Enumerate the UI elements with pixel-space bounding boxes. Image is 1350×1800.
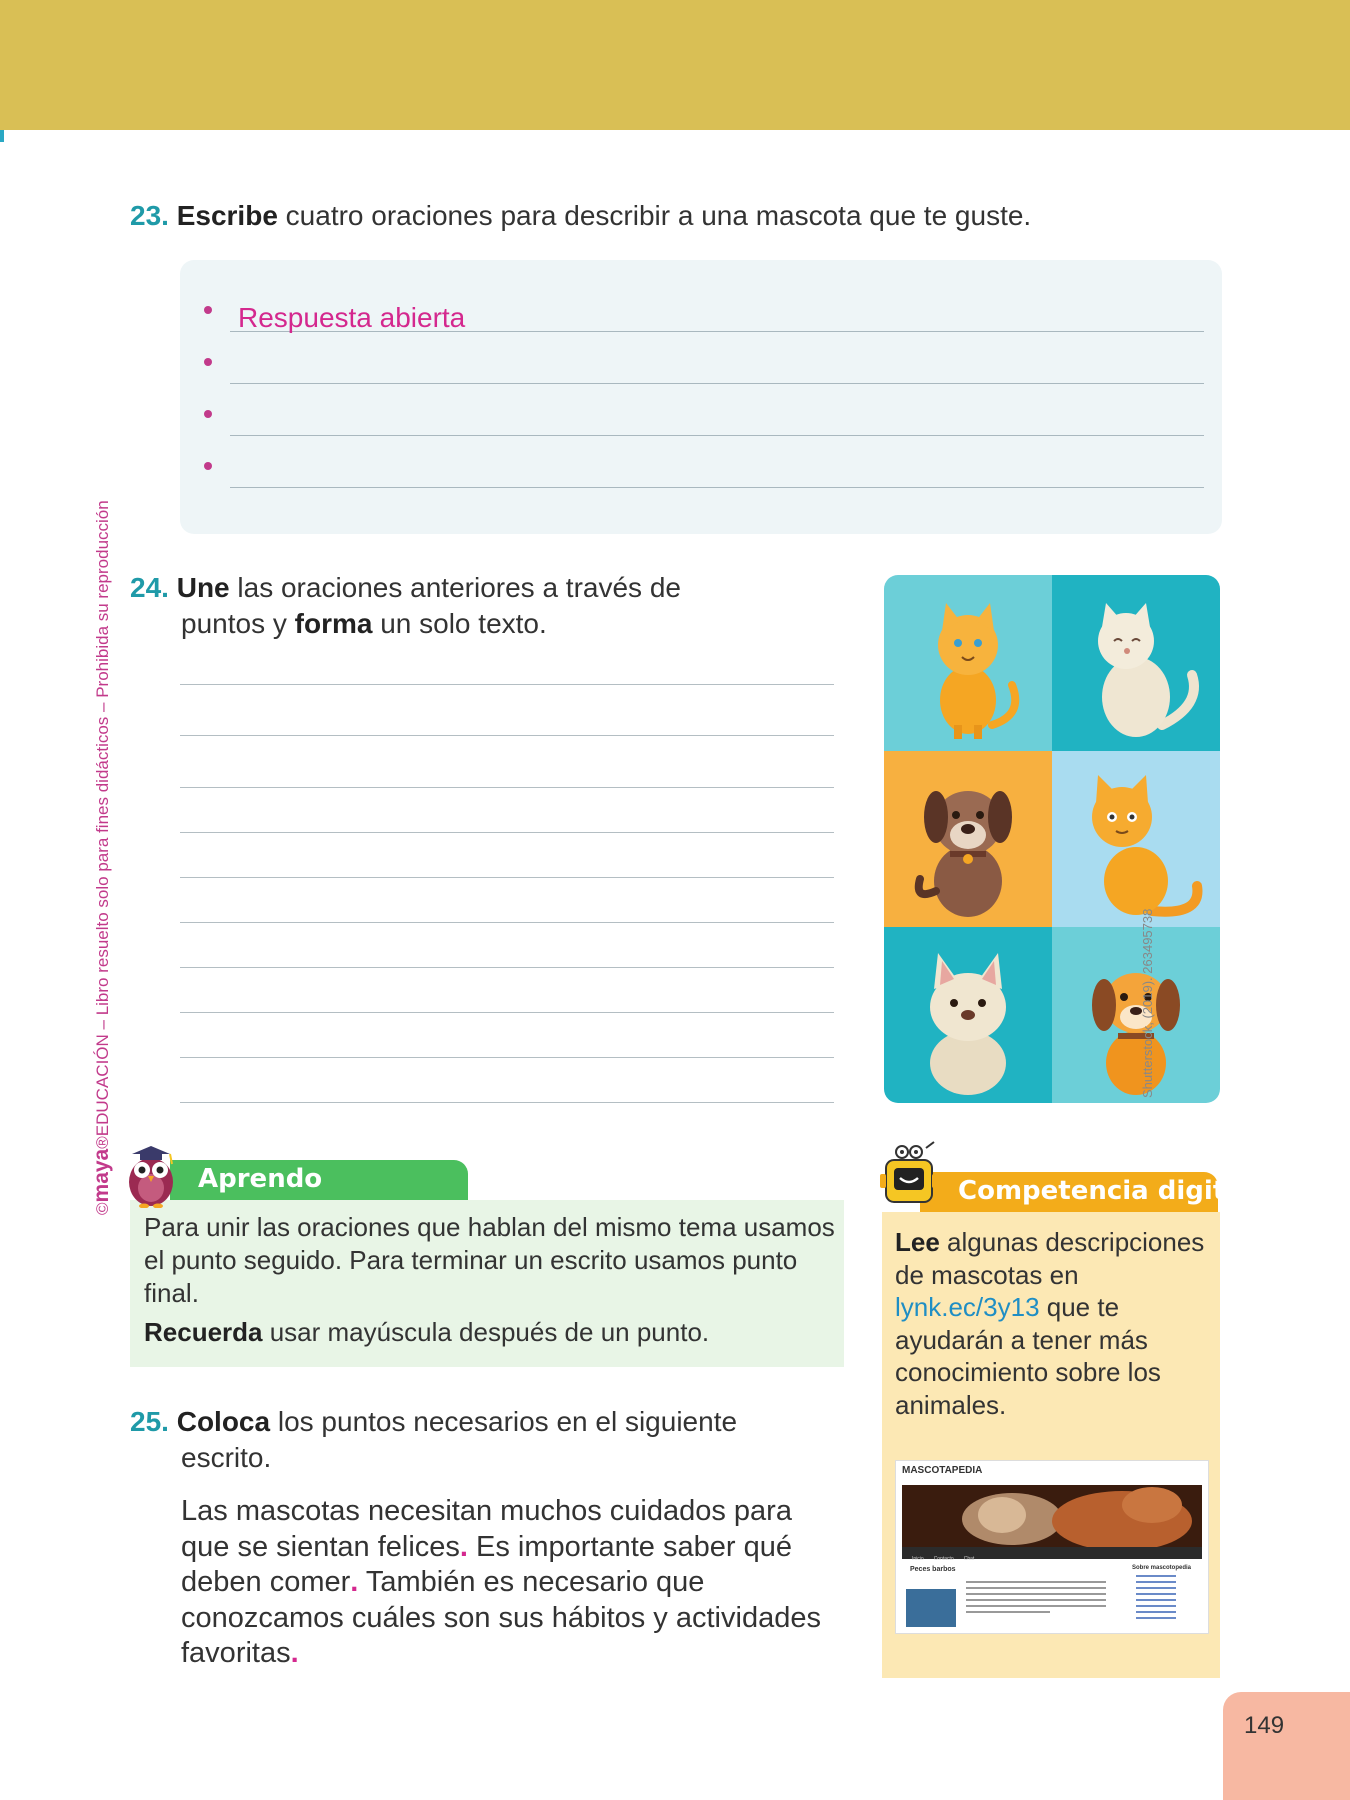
website-sidebar-list [1136, 1575, 1196, 1623]
writing-line[interactable] [180, 1057, 834, 1058]
inserted-period: . [350, 1566, 359, 1598]
writing-line[interactable] [180, 1102, 834, 1103]
competencia-text: Lee algunas descripciones de mascotas en lynk.ec/3y13 que te ayudarán a tener más conocimiento sobre los animales. [895, 1227, 1205, 1420]
copyright-side-note: ©maya®EDUCACIÓN – Libro resuelto solo para fines didácticos – Prohibida su reproducción [90, 500, 113, 1215]
answer-box [180, 260, 1222, 534]
bullet-icon [204, 410, 212, 418]
aprendo-reminder: Recuerda usar mayúscula después de un punto. [144, 1317, 710, 1347]
question-number: 23. [130, 200, 169, 231]
question-number: 24. [130, 572, 169, 603]
question-text: cuatro oraciones para describir a una mascota que te guste. [277, 200, 1032, 231]
answer-line-2[interactable] [204, 350, 1204, 384]
question-verb: Coloca [176, 1406, 271, 1437]
page-number: 149 [1244, 1712, 1285, 1739]
page-number-tab [1223, 1692, 1350, 1800]
inserted-period: . [290, 1637, 299, 1669]
bullet-icon [204, 306, 212, 314]
website-link[interactable]: lynk.ec/3y13 [895, 1292, 1040, 1322]
website-banner-photo [902, 1485, 1202, 1547]
competencia-title: Competencia digital [958, 1176, 1252, 1206]
website-nav: Inicio Contacto Chat [902, 1547, 1202, 1559]
question-24: 24. Une las oraciones anteriores a través de puntos y forma un solo texto. [130, 572, 681, 639]
writing-line[interactable] [180, 922, 834, 923]
white-cat-illustration [1052, 575, 1220, 751]
aprendo-paragraph: Para unir las oraciones que hablan del mismo tema usamos el punto seguido. Para terminar un escrito usamos punto final. [144, 1212, 835, 1308]
brown-dog-illustration [884, 751, 1052, 927]
fish-thumbnail [906, 1589, 956, 1627]
writing-line[interactable] [180, 1012, 834, 1013]
website-paragraph [966, 1581, 1106, 1617]
website-subtitle: Peces barbos [910, 1566, 956, 1573]
question-verb: Escribe [176, 200, 278, 231]
bullet-icon [204, 462, 212, 470]
question-25: 25. Coloca los puntos necesarios en el siguiente escrito. [130, 1406, 738, 1473]
answer-line-4[interactable] [204, 454, 1204, 488]
question-verb: Une [176, 572, 230, 603]
ginger-cat-illustration [1052, 751, 1220, 927]
aprendo-text [144, 1211, 844, 1355]
website-screenshot[interactable] [895, 1460, 1209, 1634]
orange-cat-illustration [884, 575, 1052, 751]
answer-line-1[interactable] [204, 298, 1204, 332]
aprendo-title: Aprendo [198, 1164, 323, 1194]
writing-line[interactable] [180, 735, 834, 736]
website-sidebar-title: Sobre mascotopedia [1132, 1565, 1192, 1571]
writing-line[interactable] [180, 877, 834, 878]
question-number: 25. [130, 1406, 169, 1437]
brand-logo-text: maya [90, 1148, 113, 1203]
question-23 [130, 198, 1031, 234]
writing-line[interactable] [180, 787, 834, 788]
robot-mascot-icon [876, 1140, 948, 1212]
writing-line[interactable] [180, 832, 834, 833]
website-logo: MASCOTAPEDIA [902, 1465, 983, 1476]
orange-dog-illustration [1052, 927, 1220, 1103]
top-band-accent [0, 130, 4, 142]
writing-line[interactable] [180, 967, 834, 968]
punctuation-passage: Las mascotas necesitan muchos cuidados para que se sientan felices. Es importante saber qué deben comer. También es necesario que conozcamos cuáles son sus hábitos y actividades favoritas. [181, 1495, 821, 1669]
writing-line[interactable] [180, 684, 834, 685]
owl-mascot-icon [118, 1138, 184, 1208]
inserted-period: . [459, 1530, 468, 1563]
image-credit: Shutterstock, (2019). 263495738 [1140, 908, 1155, 1098]
cream-puppy-illustration [884, 927, 1052, 1103]
answer-text: Respuesta abierta [238, 302, 466, 333]
bullet-icon [204, 358, 212, 366]
pets-illustration [884, 575, 1220, 1103]
top-color-band [0, 0, 1350, 130]
answer-line-3[interactable] [204, 402, 1204, 436]
